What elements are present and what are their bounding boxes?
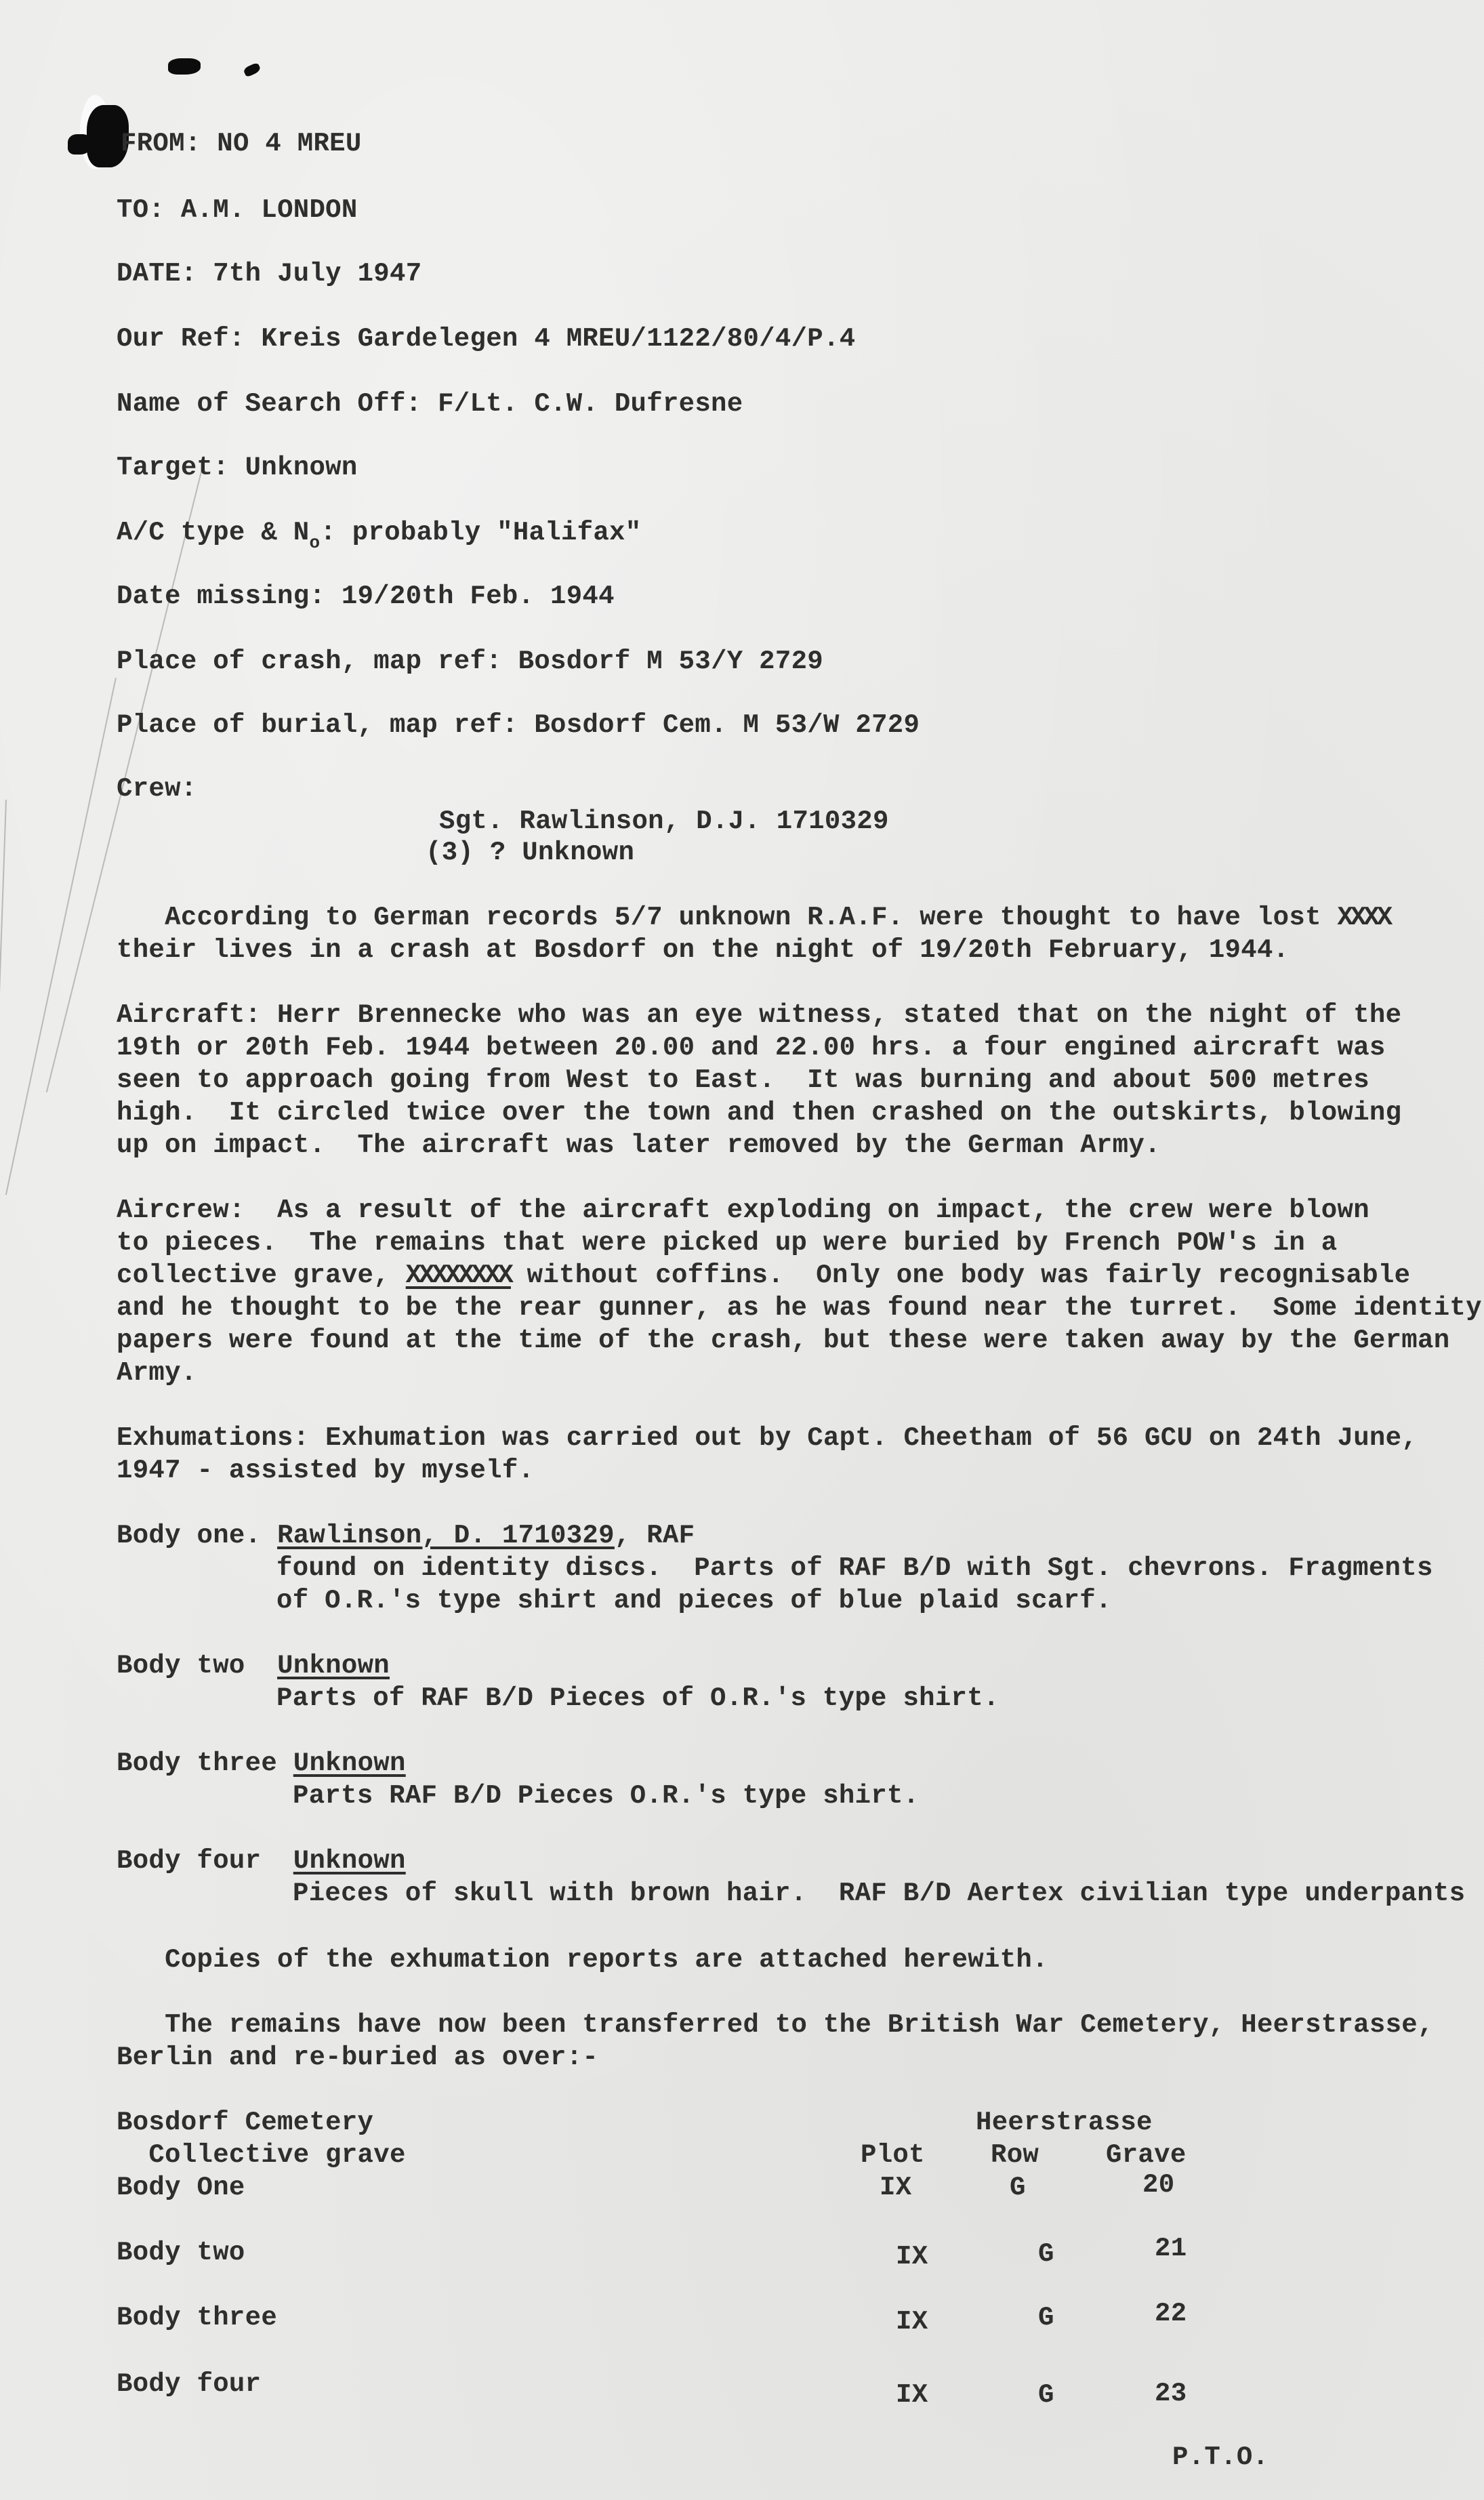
- date-missing-label: Date missing:: [117, 581, 326, 611]
- reference-line: [117, 323, 855, 355]
- body-detail-line: found on identity discs. Parts of RAF B/D with Sgt. chevrons. Fragments: [276, 1553, 1433, 1583]
- search-officer-label: Name of Search Off:: [117, 389, 422, 419]
- aircraft-paragraph-line: 19th or 20th Feb. 1944 between 20.00 and 22.00 hrs. a four engined aircraft was: [117, 1033, 1386, 1063]
- table-left-heading: Bosdorf Cemetery: [117, 2108, 374, 2137]
- table-cell-plot: IX: [896, 2380, 928, 2410]
- aircrew-paragraph-line: Army.: [117, 1358, 197, 1388]
- target-value: Unknown: [245, 453, 358, 483]
- body-label: Body three: [117, 1748, 278, 1778]
- from-value: NO 4 MREU: [217, 129, 362, 159]
- table-cell-row: G: [1010, 2173, 1026, 2202]
- target-label: Target:: [117, 453, 229, 483]
- body-label: Body four: [117, 1846, 262, 1876]
- search-officer-line: [117, 388, 743, 420]
- table-row-label: Body two: [117, 2238, 245, 2268]
- reference-value: Kreis Gardelegen 4 MREU/1122/80/4/P.4: [261, 324, 856, 354]
- to-value: A.M. LONDON: [180, 195, 358, 225]
- body-entry-heading: Body one. Rawlinson, D. 1710329, RAF: [117, 1521, 695, 1551]
- table-cell-grave: 21: [1155, 2234, 1187, 2263]
- table-row-label: Body One: [117, 2173, 245, 2202]
- exhumations-paragraph-line: 1947 - assisted by myself.: [117, 1456, 535, 1485]
- aircraft-type-value: probably "Halifax": [352, 518, 642, 548]
- column-header-plot: Plot: [861, 2140, 925, 2170]
- crash-place-value: Bosdorf M 53/Y 2729: [518, 647, 823, 676]
- aircraft-paragraph-line: high. It circled twice over the town and then crashed on the outskirts, blowing: [117, 1098, 1402, 1128]
- table-cell-plot: IX: [880, 2173, 912, 2202]
- table-cell-plot: IX: [896, 2242, 928, 2272]
- date-label: DATE:: [117, 259, 197, 289]
- table-right-heading: Heerstrasse: [976, 2108, 1153, 2137]
- body-label: Body two: [117, 1651, 245, 1681]
- to-line: [117, 194, 358, 226]
- body-detail-line: Parts of RAF B/D Pieces of O.R.'s type shirt.: [276, 1683, 999, 1713]
- aircraft-section-label: Aircraft:: [117, 1000, 262, 1030]
- table-row-label: Body four: [117, 2369, 262, 2399]
- intro-paragraph-line: According to German records 5/7 unknown R.A.F. were thought to have lost XXXX: [117, 903, 1390, 933]
- date-missing-line: [117, 580, 615, 613]
- aircraft-type-label: A/C type & $N_o$:: [117, 518, 337, 553]
- ink-blot: [68, 134, 91, 155]
- aircraft-type-line: [117, 516, 641, 559]
- intro-paragraph-line: their lives in a crash at Bosdorf on the night of 19/20th February, 1944.: [117, 935, 1290, 965]
- table-cell-row: G: [1038, 2239, 1054, 2269]
- table-cell-grave: 22: [1155, 2299, 1187, 2329]
- aircrew-paragraph-line: to pieces. The remains that were picked up were buried by French POW's in a: [117, 1228, 1338, 1258]
- burial-place-label: Place of burial, map ref:: [117, 710, 518, 740]
- struck-out-text: XXXX: [1337, 903, 1390, 933]
- crew-member: (3) ? Unknown: [426, 838, 635, 867]
- aircraft-paragraph-line: Aircraft: Herr Brennecke who was an eye witness, stated that on the night of the: [117, 1000, 1402, 1030]
- column-header-grave: Grave: [1106, 2140, 1187, 2170]
- paper-crease: [5, 678, 117, 1195]
- aircraft-paragraph-line: seen to approach going from West to East. It was burning and about 500 metres: [117, 1065, 1369, 1095]
- aircrew-paragraph-line: Aircrew: As a result of the aircraft exploding on impact, the crew were blown: [117, 1195, 1369, 1225]
- struck-out-text: XXXXXXXX: [405, 1261, 511, 1290]
- table-cell-grave: 20: [1142, 2170, 1175, 2200]
- body-label: Body one.: [117, 1521, 262, 1551]
- body-identity: Unknown: [293, 1748, 406, 1778]
- aircrew-paragraph-line: and he thought to be the rear gunner, as he was found near the turret. Some identity: [117, 1293, 1482, 1323]
- table-row-label: Body three: [117, 2303, 278, 2333]
- table-left-subheading: Collective grave: [117, 2140, 406, 2170]
- burial-place-value: Bosdorf Cem. M 53/W 2729: [534, 710, 920, 740]
- body-identity: Rawlinson, D. 1710329: [277, 1521, 615, 1551]
- table-cell-row: G: [1038, 2303, 1054, 2333]
- reference-label: Our Ref:: [117, 324, 245, 354]
- crew-member: Sgt. Rawlinson, D.J. 1710329: [439, 806, 889, 836]
- please-turn-over-note: P.T.O.: [1172, 2442, 1269, 2472]
- search-officer-value: F/Lt. C.W. Dufresne: [438, 389, 743, 419]
- from-label: FROM:: [121, 129, 201, 159]
- body-detail-line: Parts RAF B/D Pieces O.R.'s type shirt.: [293, 1781, 920, 1811]
- date-missing-value: 19/20th Feb. 1944: [341, 581, 615, 611]
- date-line: [117, 258, 421, 290]
- aircrew-paragraph-line: collective grave, XXXXXXXX without coffins. Only one body was fairly recognisable: [117, 1261, 1411, 1290]
- aircrew-section-label: Aircrew:: [117, 1195, 245, 1225]
- table-cell-row: G: [1038, 2380, 1054, 2410]
- crew-label: Crew:: [117, 774, 197, 804]
- table-cell-plot: IX: [896, 2307, 928, 2337]
- body-identity: Unknown: [277, 1651, 390, 1681]
- ink-blot: [168, 58, 201, 75]
- transfer-paragraph-line: Berlin and re-buried as over:-: [117, 2043, 599, 2072]
- transfer-paragraph-line: The remains have now been transferred to the British War Cemetery, Heerstrasse,: [117, 2010, 1434, 2040]
- body-detail-line: Pieces of skull with brown hair. RAF B/D Aertex civilian type underpants: [293, 1879, 1466, 1908]
- body-entry-heading: [117, 1649, 390, 1682]
- table-cell-grave: 23: [1155, 2379, 1187, 2409]
- paper-crease: [0, 800, 7, 1274]
- body-identity: Unknown: [293, 1846, 406, 1876]
- aircrew-paragraph-line: papers were found at the time of the crash, but these were taken away by the German: [117, 1326, 1450, 1355]
- target-line: [117, 451, 358, 484]
- exhumations-section-label: Exhumations:: [117, 1423, 310, 1453]
- column-header-row: Row: [991, 2140, 1039, 2170]
- crash-place-line: [117, 645, 823, 678]
- copies-note: Copies of the exhumation reports are attached herewith.: [117, 1945, 1048, 1975]
- body-entry-heading: [117, 1845, 406, 1877]
- from-line: [121, 127, 362, 160]
- burial-place-line: [117, 709, 920, 741]
- date-value: 7th July 1947: [213, 259, 422, 289]
- exhumations-paragraph-line: Exhumations: Exhumation was carried out by Capt. Cheetham of 56 GCU on 24th June,: [117, 1423, 1418, 1453]
- aircraft-paragraph-line: up on impact. The aircraft was later removed by the German Army.: [117, 1130, 1161, 1160]
- crash-place-label: Place of crash, map ref:: [117, 647, 502, 676]
- to-label: TO:: [117, 195, 165, 225]
- ink-blot: [243, 62, 262, 78]
- body-detail-line: of O.R.'s type shirt and pieces of blue plaid scarf.: [276, 1586, 1112, 1616]
- body-entry-heading: [117, 1747, 406, 1780]
